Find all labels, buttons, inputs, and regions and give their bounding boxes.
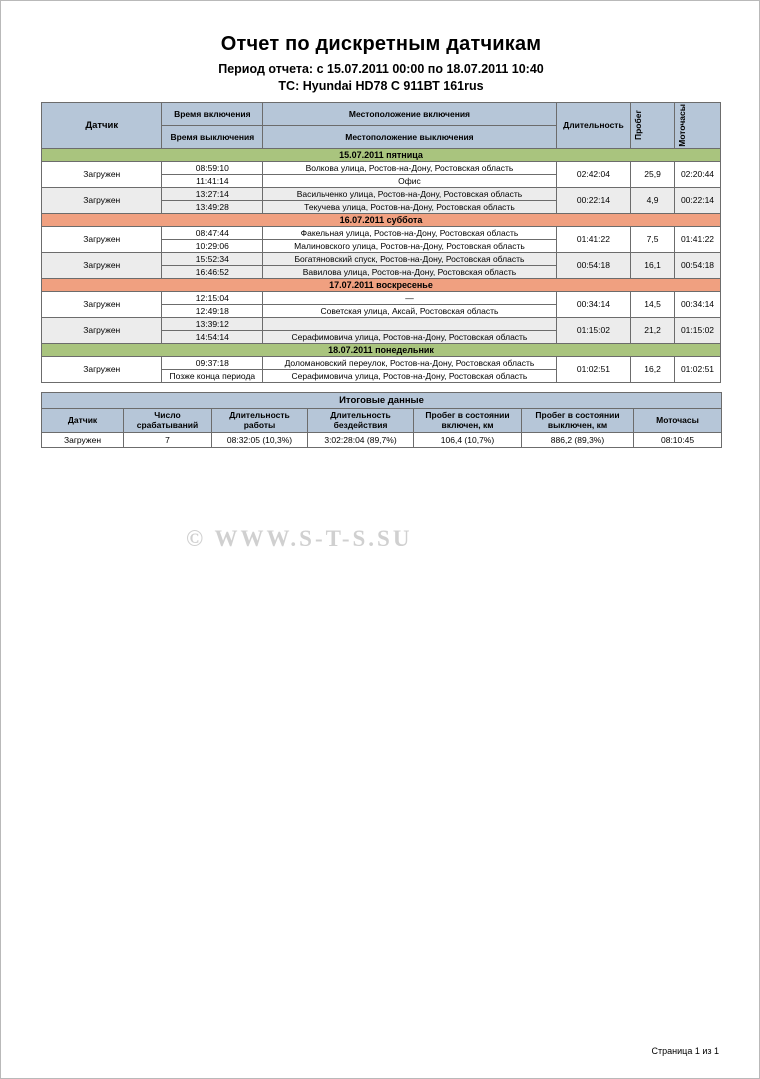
summary-header-count: Число срабатываний	[124, 408, 212, 433]
cell-sensor: Загружен	[42, 356, 162, 382]
cell-time-on: 12:15:04	[162, 291, 263, 304]
cell-duration: 01:02:51	[556, 356, 630, 382]
report-vehicle: ТС: Hyundai HD78 С 911ВТ 161rus	[278, 79, 484, 93]
summary-table	[41, 392, 722, 449]
cell-time-on: 08:59:10	[162, 161, 263, 174]
cell-location-off: Серафимовича улица, Ростов-на-Дону, Ростовская область	[263, 330, 557, 343]
header-time-on: Время включения	[162, 103, 263, 126]
cell-mileage: 25,9	[631, 161, 675, 187]
cell-duration: 01:15:02	[556, 317, 630, 343]
summary-value-sensor: Загружен	[42, 433, 124, 448]
cell-duration: 02:42:04	[556, 161, 630, 187]
cell-enginehours: 01:15:02	[674, 317, 720, 343]
summary-header-idle-duration: Длительность бездействия	[308, 408, 414, 433]
cell-mileage: 7,5	[631, 226, 675, 252]
summary-header-mileage-off: Пробег в состоянии выключен, км	[522, 408, 634, 433]
cell-location-on	[263, 317, 557, 330]
summary-header-work-duration: Длительность работы	[212, 408, 308, 433]
header-location-on: Местоположение включения	[263, 103, 557, 126]
cell-location-on: Факельная улица, Ростов-на-Дону, Ростовская область	[263, 226, 557, 239]
cell-sensor: Загружен	[42, 291, 162, 317]
cell-location-on: Волкова улица, Ростов-на-Дону, Ростовская область	[263, 161, 557, 174]
cell-enginehours: 00:22:14	[674, 187, 720, 213]
cell-location-off: Вавилова улица, Ростов-на-Дону, Ростовская область	[263, 265, 557, 278]
sensor-events-table	[41, 102, 721, 383]
summary-header-enginehours: Моточасы	[634, 408, 722, 433]
cell-mileage: 16,2	[631, 356, 675, 382]
cell-time-on: 09:37:18	[162, 356, 263, 369]
cell-time-off: 11:41:14	[162, 174, 263, 187]
summary-title-row	[42, 392, 722, 408]
cell-time-off: 14:54:14	[162, 330, 263, 343]
cell-sensor: Загружен	[42, 226, 162, 252]
day-separator-row	[42, 278, 721, 291]
header-location-off: Местоположение выключения	[263, 125, 557, 148]
cell-location-on: Васильченко улица, Ростов-на-Дону, Ростовская область	[263, 187, 557, 200]
summary-value-enginehours: 08:10:45	[634, 433, 722, 448]
cell-enginehours: 01:02:51	[674, 356, 720, 382]
cell-time-on: 08:47:44	[162, 226, 263, 239]
table-row	[42, 187, 721, 200]
cell-time-off: 12:49:18	[162, 304, 263, 317]
cell-sensor: Загружен	[42, 187, 162, 213]
cell-time-on: 13:27:14	[162, 187, 263, 200]
header-time-off: Время выключения	[162, 125, 263, 148]
cell-duration: 00:22:14	[556, 187, 630, 213]
cell-time-off: 10:29:06	[162, 239, 263, 252]
table-header-row	[42, 103, 721, 126]
cell-location-off: Текучева улица, Ростов-на-Дону, Ростовская область	[263, 200, 557, 213]
cell-time-off: 13:49:28	[162, 200, 263, 213]
table-row	[42, 356, 721, 369]
table-row	[42, 291, 721, 304]
header-mileage-label: Пробег	[633, 110, 644, 141]
header-mileage	[631, 103, 675, 149]
cell-sensor: Загружен	[42, 252, 162, 278]
cell-sensor: Загружен	[42, 161, 162, 187]
header-enginehours-label: Моточасы	[676, 104, 687, 147]
cell-time-on: 15:52:34	[162, 252, 263, 265]
day-label: 15.07.2011 пятница	[42, 148, 721, 161]
summary-header-sensor: Датчик	[42, 408, 124, 433]
summary-value-row	[42, 433, 722, 448]
cell-location-off: Офис	[263, 174, 557, 187]
day-label: 18.07.2011 понедельник	[42, 343, 721, 356]
summary-header-mileage-on: Пробег в состоянии включен, км	[414, 408, 522, 433]
day-separator-row	[42, 148, 721, 161]
watermark: © WWW.S-T-S.SU	[186, 526, 413, 551]
summary-title: Итоговые данные	[42, 392, 722, 408]
summary-header-row	[42, 408, 722, 433]
cell-location-on: —	[263, 291, 557, 304]
cell-mileage: 4,9	[631, 187, 675, 213]
cell-time-on: 13:39:12	[162, 317, 263, 330]
cell-mileage: 16,1	[631, 252, 675, 278]
day-separator-row	[42, 213, 721, 226]
cell-enginehours: 00:54:18	[674, 252, 720, 278]
cell-enginehours: 01:41:22	[674, 226, 720, 252]
cell-location-off: Советская улица, Аксай, Ростовская область	[263, 304, 557, 317]
summary-value-mileage-on: 106,4 (10,7%)	[414, 433, 522, 448]
cell-location-off: Серафимовича улица, Ростов-на-Дону, Ростовская область	[263, 369, 557, 382]
report-period: Период отчета: с 15.07.2011 00:00 по 18.07.2011 10:40	[218, 62, 544, 76]
cell-duration: 01:41:22	[556, 226, 630, 252]
header-sensor: Датчик	[42, 103, 162, 149]
day-label: 17.07.2011 воскресенье	[42, 278, 721, 291]
cell-enginehours: 00:34:14	[674, 291, 720, 317]
cell-duration: 00:34:14	[556, 291, 630, 317]
summary-value-idle-duration: 3:02:28:04 (89,7%)	[308, 433, 414, 448]
header-enginehours	[674, 103, 720, 149]
page-footer: Страница 1 из 1	[651, 1046, 719, 1056]
table-row	[42, 252, 721, 265]
page-title: Отчет по дискретным датчикам	[220, 33, 542, 55]
summary-value-count: 7	[124, 433, 212, 448]
cell-location-on: Доломановский переулок, Ростов-на-Дону, Ростовская область	[263, 356, 557, 369]
table-row	[42, 317, 721, 330]
cell-location-on: Богатяновский спуск, Ростов-на-Дону, Ростовская область	[263, 252, 557, 265]
table-row	[42, 161, 721, 174]
day-label: 16.07.2011 суббота	[42, 213, 721, 226]
cell-duration: 00:54:18	[556, 252, 630, 278]
table-row	[42, 226, 721, 239]
cell-sensor: Загружен	[42, 317, 162, 343]
summary-value-work-duration: 08:32:05 (10,3%)	[212, 433, 308, 448]
cell-mileage: 14,5	[631, 291, 675, 317]
cell-mileage: 21,2	[631, 317, 675, 343]
summary-value-mileage-off: 886,2 (89,3%)	[522, 433, 634, 448]
cell-location-off: Малиновского улица, Ростов-на-Дону, Ростовская область	[263, 239, 557, 252]
cell-enginehours: 02:20:44	[674, 161, 720, 187]
cell-time-off: 16:46:52	[162, 265, 263, 278]
header-duration: Длительность	[556, 103, 630, 149]
day-separator-row	[42, 343, 721, 356]
report-content	[41, 33, 721, 448]
cell-time-off: Позже конца периода	[162, 369, 263, 382]
